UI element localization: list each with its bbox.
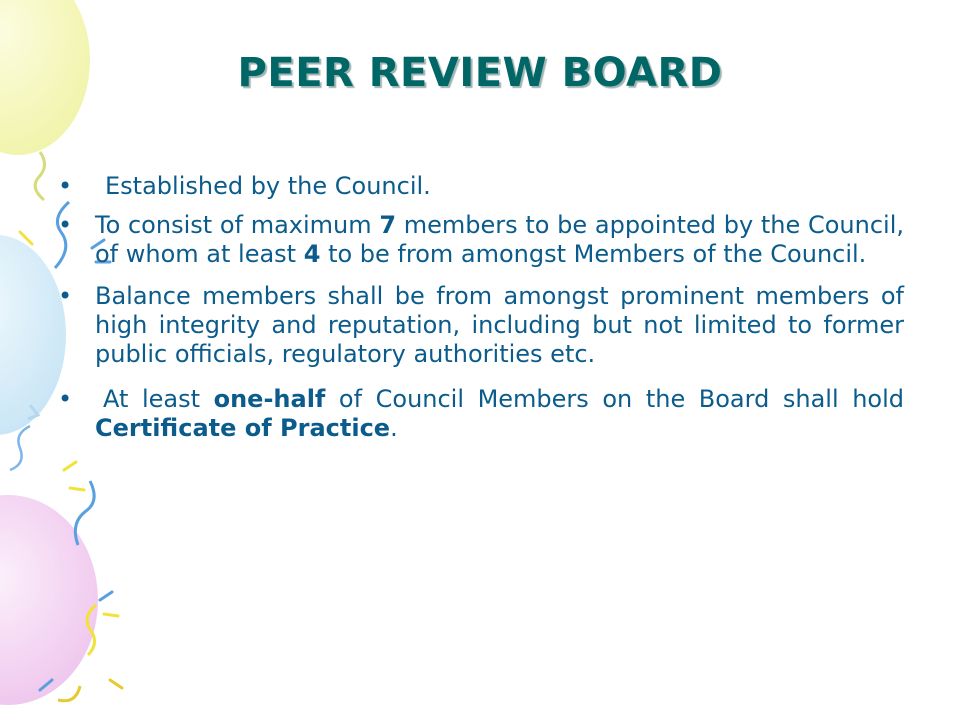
bullet-icon: • — [58, 172, 73, 200]
bullet-emphasis: 7 — [379, 211, 397, 239]
bullet-emphasis: one-half — [213, 385, 326, 413]
bullet-text: members to be appointed by the Council, of whom at least — [95, 211, 905, 268]
bullet-icon: • — [58, 282, 73, 310]
streamer-icon — [58, 686, 80, 701]
bullet-list — [58, 172, 904, 453]
slide-title: PEER REVIEW BOARD — [237, 50, 723, 96]
bullet-emphasis: 4 — [303, 240, 321, 268]
bullet-text: Balance members shall be from amongst prominent members of high integrity and reputation, including but not limited to former public officials, regulatory authorities etc. — [95, 282, 904, 368]
list-item — [58, 385, 904, 443]
bullet-text: . — [390, 414, 398, 442]
bullet-icon: • — [58, 211, 73, 239]
balloon-string-icon — [35, 152, 44, 200]
bullet-text: To consist of maximum — [95, 211, 380, 239]
bullet-icon: • — [58, 385, 73, 413]
list-item — [58, 282, 904, 369]
bullet-text: At least — [103, 385, 214, 413]
bullet-text: Established by the Council. — [105, 172, 431, 200]
bullet-text: to be from amongst Members of the Council. — [320, 240, 867, 268]
list-item — [58, 172, 904, 201]
bullet-emphasis: Certificate of Practice — [95, 414, 391, 442]
list-item — [58, 211, 904, 269]
streamer-icon — [10, 426, 30, 470]
balloon-icon — [0, 495, 98, 705]
bullet-text: of Council Members on the Board shall hold — [325, 385, 904, 413]
